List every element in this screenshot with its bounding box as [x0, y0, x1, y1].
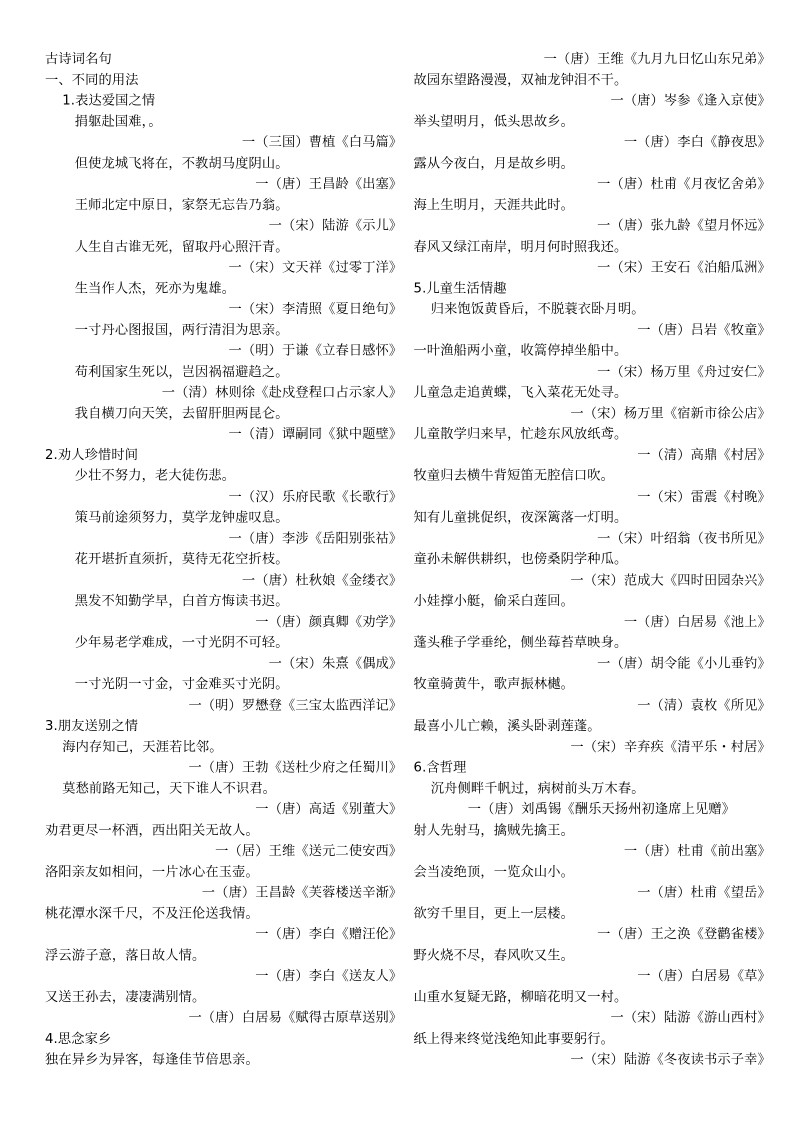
source-attribution: 一（唐）杜秋娘《金缕衣》 — [241, 571, 403, 588]
text-line: 会当凌绝顶，一览众山小。 — [413, 863, 574, 880]
text-line: 蓬头稚子学垂纶，侧坐莓苔草映身。 — [413, 633, 628, 650]
verse-line: 花开堪折直须折，莫待无花空折枝。 — [74, 550, 289, 567]
source-attribution: 一（宋）陆游《冬夜读书示子幸》 — [570, 1050, 771, 1067]
text-line: 海上生明月，天涯共此时。 — [413, 196, 574, 213]
source-attribution: 一（唐）李白《赠汪伦》 — [255, 925, 403, 942]
text-line: 5.儿童生活情趣 — [413, 279, 507, 296]
text-line: 射人先射马，擒贼先擒王。 — [413, 821, 574, 838]
text-line: 独在异乡为异客，每逢佳节倍思亲。 — [44, 1050, 259, 1067]
verse-line: 少年易老学难成，一寸光阴不可轻。 — [74, 633, 289, 650]
source-attribution: 一（唐）杜甫《望岳》 — [637, 883, 771, 900]
source-attribution: 一（宋）辛弃疾《清平乐・村居》 — [570, 738, 771, 754]
text-line: 儿童散学归来早，忙趁东风放纸鸢。 — [413, 425, 628, 442]
text-line: 儿童急走追黄蝶，飞入菜花无处寻。 — [413, 383, 628, 400]
source-attribution: 一（宋）雷震《村晚》 — [637, 487, 771, 504]
text-line: 3.朋友送别之情 — [44, 717, 139, 734]
source-attribution: 一（唐）白居易《池上》 — [623, 613, 771, 629]
text-line: 山重水复疑无路，柳暗花明又一村。 — [413, 988, 628, 1005]
source-attribution: 一（唐）胡令能《小儿垂钓》 — [597, 654, 771, 671]
source-attribution: 一（唐）杜甫《前出塞》 — [623, 842, 771, 859]
source-attribution: 一（唐）吕岩《牧童》 — [637, 321, 771, 338]
source-attribution: 一（清）高鼎《村居》 — [637, 446, 771, 463]
verse-line: 生当作人杰，死亦为鬼雄。 — [74, 279, 236, 296]
text-line: 6.含哲理 — [413, 758, 467, 775]
source-attribution: 一（宋）陆游《游山西村》 — [610, 1009, 771, 1025]
source-attribution: 一（宋）王安石《泊船瓜洲》 — [597, 258, 771, 275]
text-line: 纸上得来终觉浅绝知此事要躬行。 — [413, 1029, 615, 1046]
source-attribution: 一（唐）白居易《赋得古原草送别》 — [188, 1009, 403, 1025]
source-attribution: 一（宋）杨万里《宿新市徐公店》 — [570, 404, 771, 421]
source-attribution: 一（宋）叶绍翁（夜书所见》 — [597, 529, 771, 546]
source-attribution: 一（唐）王勃《送杜少府之任蜀川》 — [188, 758, 403, 775]
text-line: 劝君更尽一杯酒，西出阳关无故人。 — [44, 821, 259, 838]
source-attribution: 一（汉）乐府民歌《长歌行》 — [228, 487, 403, 504]
source-attribution: 一（宋）杨万里《舟过安仁》 — [597, 362, 771, 379]
source-attribution: 一（清）林则徐《赴戍登程口占示家人》 — [161, 383, 403, 400]
source-attribution: 一（唐）王昌龄《芙蓉楼送辛渐》 — [201, 883, 403, 900]
source-attribution: 一（唐）王昌龄《出塞》 — [255, 175, 403, 192]
text-line: 一叶渔船两小童，收篙停掉坐船中。 — [413, 342, 628, 358]
source-attribution: 一（清）袁枚《所见》 — [637, 696, 771, 713]
source-attribution: 一（唐）李白《送友人》 — [255, 967, 403, 984]
text-line: 小娃撑小艇，偷采白莲回。 — [413, 592, 574, 609]
verse-line: 黑发不知勤学早，白首方悔读书迟。 — [74, 592, 289, 609]
verse-line: 策马前途须努力，莫学龙钟虚叹息。 — [74, 508, 289, 525]
source-attribution: 一（唐）李白《静夜思》 — [623, 133, 771, 150]
source-attribution: 一（明）罗懋登《三宝太监西洋记》 — [188, 696, 403, 713]
source-attribution: 一（明）于谦《立春日感怀》 — [228, 342, 403, 358]
source-attribution: 一（唐）岑参《逢入京使》 — [610, 91, 771, 108]
text-line: 故园东望路漫漫，双袖龙钟泪不干。 — [413, 71, 628, 88]
text-line: 露从今夜白，月是故乡明。 — [413, 154, 574, 171]
text-line: 最喜小儿亡赖，溪头卧剥莲蓬。 — [413, 717, 601, 734]
verse-line: 人生自古谁无死，留取丹心照汗青。 — [74, 237, 289, 254]
verse-line: 但使龙城飞将在，不教胡马度阴山。 — [74, 154, 289, 171]
source-attribution: 一（唐）颜真卿《劝学》 — [255, 613, 403, 629]
verse-line: 捐躯赴国难，。 — [74, 112, 162, 129]
text-line: 浮云游子意，落日故人情。 — [44, 946, 206, 963]
verse-line: 少壮不努力，老大徒伤悲。 — [74, 467, 236, 484]
text-line: 桃花潭水深千尺，不及汪伦送我情。 — [44, 904, 259, 921]
text-line: 知有儿童挑促织，夜深篱落一灯明。 — [413, 508, 628, 525]
verse-line: 苟利国家生死以，岂因祸福避趋之。 — [74, 362, 289, 379]
verse-line: 我自横刀向天笑，去留肝胆两昆仑。 — [74, 404, 289, 421]
source-attribution: 一（三国）曹植《白马篇》 — [241, 133, 403, 150]
source-attribution: 一（居）王维《送元二使安西》 — [215, 842, 403, 859]
verse-line: 沉舟侧畔千帆过，病树前头万木春。 — [430, 779, 645, 796]
document-title: 古诗词名句 — [44, 50, 112, 67]
source-attribution: 一（唐）王之涣《登鹳雀楼》 — [597, 925, 771, 942]
right-column — [414, 48, 785, 1069]
source-attribution: 一（唐）王维《九月九日忆山东兄弟》 — [543, 50, 771, 67]
text-line: 又送王孙去，凄凄满别情。 — [44, 988, 206, 1005]
verse-line: 王师北定中原日，家祭无忘告乃翁。 — [74, 196, 289, 213]
text-line: 2.劝人珍惜时间 — [44, 446, 139, 463]
source-attribution: 一（宋）朱熹《偶成》 — [268, 654, 403, 671]
source-attribution: 一（唐）张九龄《望月怀远》 — [597, 217, 771, 233]
source-attribution: 一（唐）李涉《岳阳别张祜》 — [228, 529, 403, 546]
text-line: 野火烧不尽，春风吹又生。 — [413, 946, 574, 963]
source-attribution: 一（唐）刘禹锡《酬乐天扬州初逢席上见赠》 — [467, 800, 736, 817]
text-line: 洛阳亲友如相问，一片冰心在玉壶。 — [44, 863, 259, 880]
source-attribution: 一（清）谭嗣同《狱中题壁》 — [228, 425, 403, 442]
text-line: 欲穷千里目，更上一层楼。 — [413, 904, 574, 921]
verse-line: 海内存知己，天涯若比邻。 — [62, 738, 223, 754]
source-attribution: 一（宋）文天祥《过零丁洋》 — [228, 258, 403, 275]
source-attribution: 一（宋）范成大《四时田园杂兴》 — [570, 571, 771, 588]
verse-line: 归来饱饭黄昏后，不脱蓑衣卧月明。 — [430, 300, 645, 317]
text-line: 童孙未解供耕织，也傍桑阴学种瓜。 — [413, 550, 628, 567]
verse-line: 一寸丹心图报国，两行清泪为思亲。 — [74, 321, 289, 338]
verse-line: 莫愁前路无知己，天下谁人不识君。 — [62, 779, 277, 796]
source-attribution: 一（宋）陆游《示儿》 — [268, 217, 403, 233]
source-attribution: 一（宋）李清照《夏日绝句》 — [228, 300, 403, 317]
left-column — [45, 48, 416, 1069]
text-line: 举头望明月，低头思故乡。 — [413, 112, 574, 129]
text-line: 4.思念家乡 — [44, 1029, 112, 1046]
text-line: 春风又绿江南岸，明月何时照我还。 — [413, 237, 628, 254]
text-line: 一、不同的用法 — [44, 71, 139, 88]
category-heading: 1.表达爱国之情 — [62, 91, 156, 108]
text-line: 牧童归去横牛背短笛无腔信口吹。 — [413, 467, 615, 484]
source-attribution: 一（唐）高适《别董大》 — [255, 800, 403, 817]
source-attribution: 一（唐）杜甫《月夜忆舍弟》 — [597, 175, 771, 192]
source-attribution: 一（唐）白居易《草》 — [637, 967, 771, 984]
text-line: 牧童骑黄牛，歌声振林樾。 — [413, 675, 574, 692]
verse-line: 一寸光阴一寸金，寸金难买寸光阴。 — [74, 675, 289, 692]
